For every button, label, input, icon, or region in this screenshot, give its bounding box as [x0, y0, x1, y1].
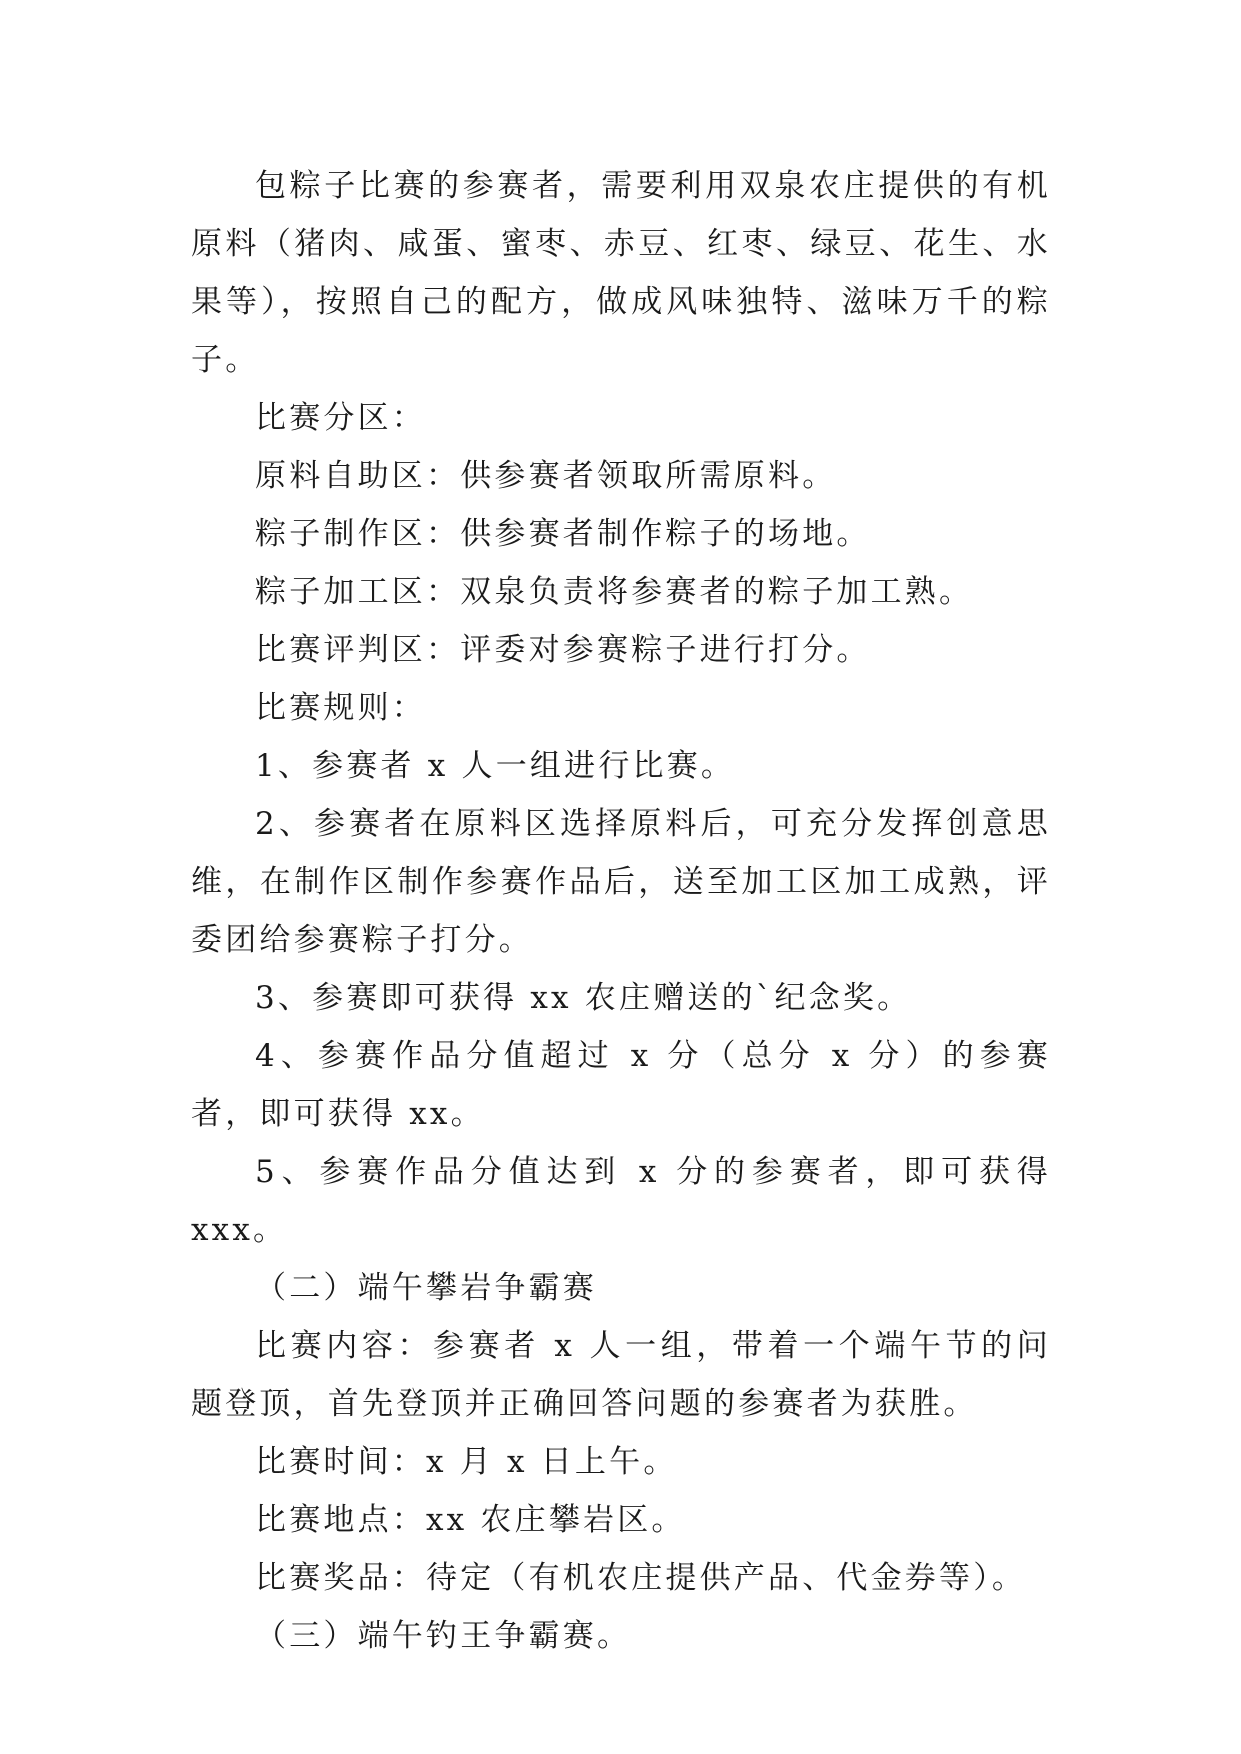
paragraph-climbing-prize: 比赛奖品：待定（有机农庄提供产品、代金券等）。 [255, 1560, 1027, 1596]
paragraph-zone-ingredients: 原料自助区：供参赛者领取所需原料。 [255, 458, 837, 494]
paragraph-rules-heading: 比赛规则： [255, 690, 426, 726]
paragraph-rule-5: 5、参赛作品分值达到 x 分的参赛者，即可获得 xxx。 [191, 1154, 1051, 1248]
paragraph-zongzi-intro: 包粽子比赛的参赛者，需要利用双泉农庄提供的有机原料（猪肉、咸蛋、蜜枣、赤豆、红枣、绿豆、花生、水果等），按照自己的配方，做成风味独特、滋味万千的粽子。 [191, 168, 1051, 378]
paragraph-rule-1: 1、参赛者 x 人一组进行比赛。 [255, 748, 736, 784]
paragraph-climbing-location: 比赛地点：xx 农庄攀岩区。 [255, 1502, 686, 1538]
paragraph-zones-heading: 比赛分区： [255, 400, 426, 436]
paragraph-rule-4: 4、参赛作品分值超过 x 分（总分 x 分）的参赛者，即可获得 xx。 [191, 1038, 1051, 1132]
document-body [191, 157, 1051, 1665]
section-heading-fishing: （三）端午钓王争霸赛。 [255, 1618, 632, 1654]
paragraph-rule-3: 3、参赛即可获得 xx 农庄赠送的`纪念奖。 [255, 980, 912, 1016]
paragraph-zone-judging: 比赛评判区：评委对参赛粽子进行打分。 [255, 632, 871, 668]
paragraph-rule-2: 2、参赛者在原料区选择原料后，可充分发挥创意思维，在制作区制作参赛作品后，送至加工区加工成熟，评委团给参赛粽子打分。 [191, 806, 1051, 958]
paragraph-climbing-time: 比赛时间：x 月 x 日上午。 [255, 1444, 678, 1480]
paragraph-zone-making: 粽子制作区：供参赛者制作粽子的场地。 [255, 516, 871, 552]
paragraph-climbing-content: 比赛内容：参赛者 x 人一组，带着一个端午节的问题登顶，首先登顶并正确回答问题的参赛者为获胜。 [191, 1328, 1051, 1422]
section-heading-climbing: （二）端午攀岩争霸赛 [255, 1270, 597, 1306]
paragraph-zone-cooking: 粽子加工区：双泉负责将参赛者的粽子加工熟。 [255, 574, 974, 610]
